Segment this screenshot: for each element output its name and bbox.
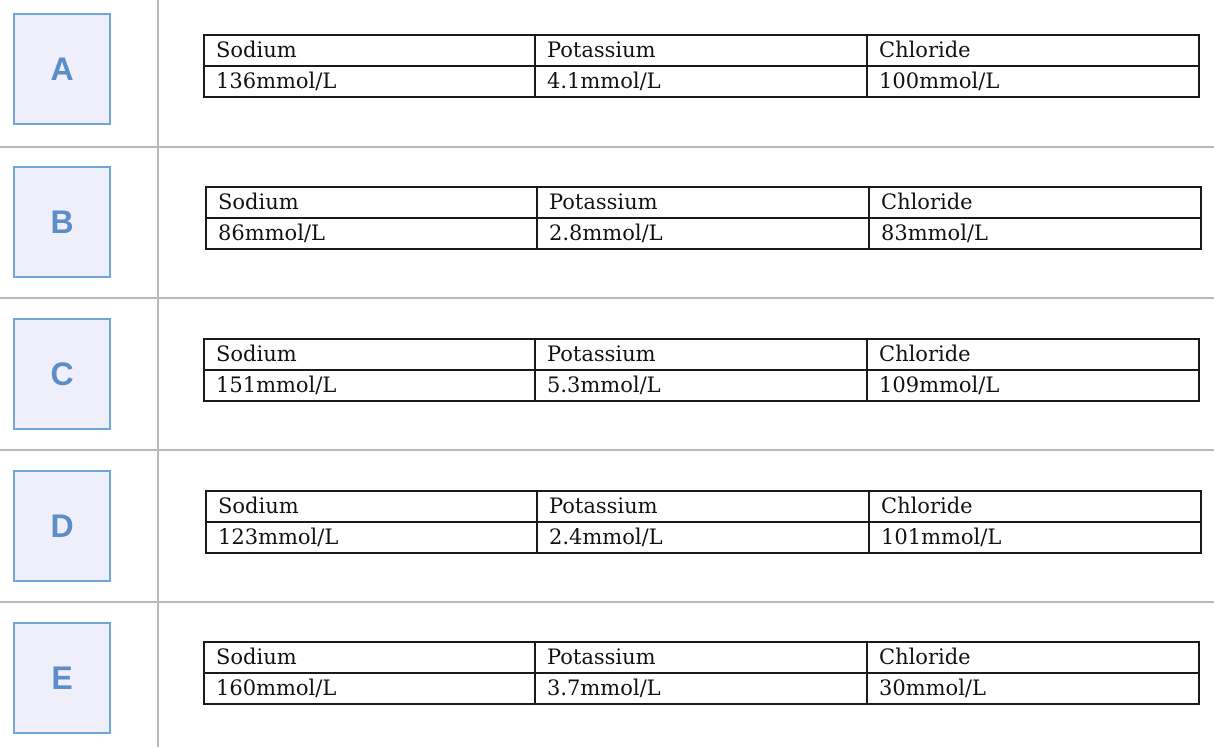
header-sodium: Sodium	[204, 35, 535, 66]
header-potassium: Potassium	[537, 187, 869, 218]
header-potassium: Potassium	[537, 491, 869, 522]
chloride-value: 30mmol/L	[867, 673, 1199, 704]
header-chloride: Chloride	[869, 491, 1201, 522]
table-header-row	[204, 339, 1199, 370]
row-divider	[0, 146, 1214, 148]
table-row	[206, 218, 1201, 249]
table-row	[206, 522, 1201, 553]
potassium-value: 2.8mmol/L	[537, 218, 869, 249]
header-chloride: Chloride	[869, 187, 1201, 218]
option-c-button[interactable]: C	[13, 318, 111, 430]
sodium-value: 86mmol/L	[206, 218, 537, 249]
header-sodium: Sodium	[204, 339, 535, 370]
header-sodium: Sodium	[206, 491, 537, 522]
sodium-value: 123mmol/L	[206, 522, 537, 553]
table-header-row	[206, 187, 1201, 218]
table-row	[204, 673, 1199, 704]
option-e-table	[203, 641, 1200, 705]
potassium-value: 3.7mmol/L	[535, 673, 867, 704]
header-potassium: Potassium	[535, 35, 867, 66]
potassium-value: 2.4mmol/L	[537, 522, 869, 553]
header-chloride: Chloride	[867, 35, 1199, 66]
header-sodium: Sodium	[206, 187, 537, 218]
chloride-value: 83mmol/L	[869, 218, 1201, 249]
option-a-button[interactable]: A	[13, 13, 111, 125]
option-d-button[interactable]: D	[13, 470, 111, 582]
option-a-table	[203, 34, 1200, 98]
row-divider	[0, 449, 1214, 451]
sodium-value: 151mmol/L	[204, 370, 535, 401]
table-header-row	[206, 491, 1201, 522]
potassium-value: 5.3mmol/L	[535, 370, 867, 401]
sodium-value: 160mmol/L	[204, 673, 535, 704]
table-header-row	[204, 35, 1199, 66]
table-row	[204, 66, 1199, 97]
option-c-table	[203, 338, 1200, 402]
header-chloride: Chloride	[867, 642, 1199, 673]
option-b-table	[205, 186, 1202, 250]
row-divider	[0, 297, 1214, 299]
table-row	[204, 370, 1199, 401]
header-sodium: Sodium	[204, 642, 535, 673]
header-potassium: Potassium	[535, 339, 867, 370]
table-header-row	[204, 642, 1199, 673]
potassium-value: 4.1mmol/L	[535, 66, 867, 97]
column-divider	[157, 0, 159, 747]
row-divider	[0, 601, 1214, 603]
header-potassium: Potassium	[535, 642, 867, 673]
chloride-value: 109mmol/L	[867, 370, 1199, 401]
chloride-value: 101mmol/L	[869, 522, 1201, 553]
option-d-table	[205, 490, 1202, 554]
header-chloride: Chloride	[867, 339, 1199, 370]
option-e-button[interactable]: E	[13, 622, 111, 734]
sodium-value: 136mmol/L	[204, 66, 535, 97]
chloride-value: 100mmol/L	[867, 66, 1199, 97]
option-b-button[interactable]: B	[13, 166, 111, 278]
